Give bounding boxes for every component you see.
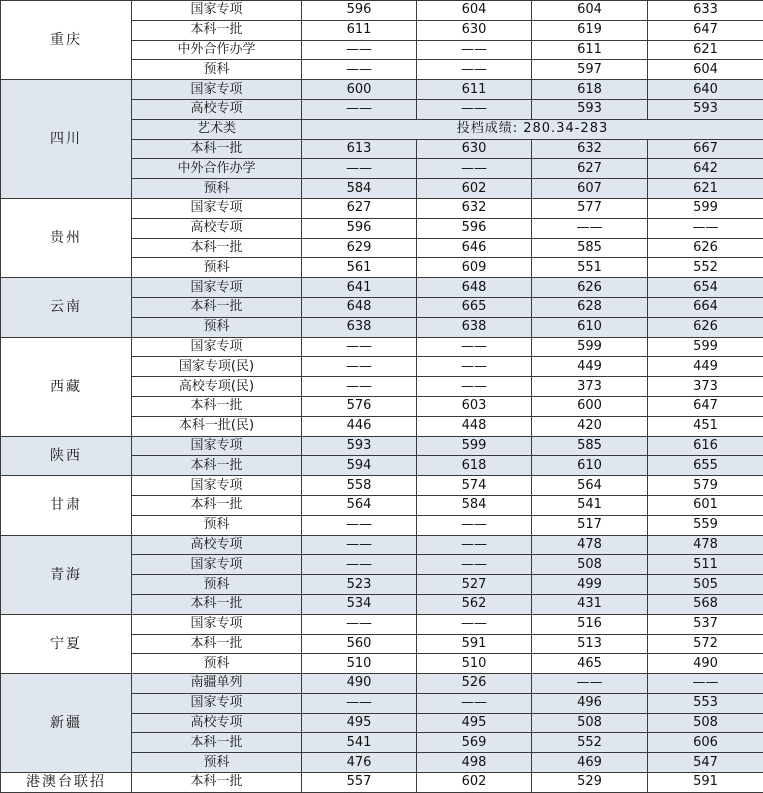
- province-cell: 贵州: [1, 198, 132, 277]
- score-cell: 513: [532, 634, 648, 654]
- score-cell: 431: [532, 594, 648, 614]
- table-row: [1, 773, 763, 793]
- score-cell: 647: [648, 20, 763, 40]
- province-cell: 西藏: [1, 337, 132, 436]
- score-cell: 647: [648, 396, 763, 416]
- score-cell: 537: [648, 614, 763, 634]
- admission-type-cell: 高校专项(民): [132, 377, 302, 397]
- admission-type-cell: 中外合作办学: [132, 159, 302, 179]
- province-cell: 新疆: [1, 674, 132, 773]
- score-cell: 576: [302, 396, 417, 416]
- admission-type-cell: 国家专项: [132, 278, 302, 298]
- score-cell: 640: [648, 80, 763, 100]
- admission-type-cell: 国家专项: [132, 198, 302, 218]
- score-cell: 618: [532, 80, 648, 100]
- score-cell: 541: [532, 495, 648, 515]
- admission-type-cell: 本科一批: [132, 634, 302, 654]
- score-cell: 508: [532, 555, 648, 575]
- score-cell: 469: [532, 753, 648, 773]
- score-cell: 490: [648, 654, 763, 674]
- score-cell: 597: [532, 60, 648, 80]
- score-cell: 626: [648, 238, 763, 258]
- score-cell: 373: [532, 377, 648, 397]
- admission-type-cell: 国家专项: [132, 337, 302, 357]
- score-cell: ——: [417, 99, 532, 119]
- score-cell: 599: [648, 198, 763, 218]
- score-cell: 654: [648, 278, 763, 298]
- merged-score-cell: 投档成绩: 280.34-283: [302, 119, 763, 139]
- score-cell: ——: [417, 357, 532, 377]
- score-cell: 511: [648, 555, 763, 575]
- province-cell: 四川: [1, 80, 132, 199]
- score-cell: 569: [417, 733, 532, 753]
- admission-type-cell: 国家专项: [132, 80, 302, 100]
- score-cell: 648: [302, 297, 417, 317]
- score-cell: 498: [417, 753, 532, 773]
- score-cell: ——: [302, 555, 417, 575]
- score-cell: ——: [417, 40, 532, 60]
- score-cell: 449: [532, 357, 648, 377]
- score-cell: 584: [417, 495, 532, 515]
- admission-type-cell: 预科: [132, 515, 302, 535]
- admission-type-cell: 预科: [132, 654, 302, 674]
- score-cell: ——: [417, 60, 532, 80]
- admission-type-cell: 本科一批: [132, 733, 302, 753]
- admission-type-cell: 南疆单列: [132, 674, 302, 694]
- admission-type-cell: 本科一批: [132, 238, 302, 258]
- score-cell: 602: [417, 773, 532, 793]
- score-cell: 621: [648, 179, 763, 199]
- score-cell: 508: [648, 713, 763, 733]
- score-cell: 593: [532, 99, 648, 119]
- score-cell: 495: [302, 713, 417, 733]
- score-cell: ——: [302, 357, 417, 377]
- admission-type-cell: 艺术类: [132, 119, 302, 139]
- score-cell: 478: [532, 535, 648, 555]
- score-cell: 627: [302, 198, 417, 218]
- admission-type-cell: 国家专项: [132, 476, 302, 496]
- score-cell: 638: [417, 317, 532, 337]
- score-cell: 607: [532, 179, 648, 199]
- admission-type-cell: 本科一批: [132, 139, 302, 159]
- score-cell: 633: [648, 1, 763, 21]
- score-cell: 632: [417, 198, 532, 218]
- score-cell: 611: [417, 80, 532, 100]
- score-cell: ——: [302, 535, 417, 555]
- score-cell: 610: [532, 317, 648, 337]
- score-cell: 594: [302, 456, 417, 476]
- admission-type-cell: 高校专项: [132, 535, 302, 555]
- score-cell: ——: [417, 337, 532, 357]
- admission-type-cell: 本科一批: [132, 594, 302, 614]
- admission-type-cell: 国家专项: [132, 614, 302, 634]
- admission-type-cell: 本科一批: [132, 20, 302, 40]
- province-cell: 港澳台联招: [1, 773, 132, 793]
- score-cell: ——: [417, 515, 532, 535]
- score-cell: 559: [648, 515, 763, 535]
- province-cell: 宁夏: [1, 614, 132, 673]
- score-cell: 641: [302, 278, 417, 298]
- score-cell: 646: [417, 238, 532, 258]
- score-cell: 609: [417, 258, 532, 278]
- admission-type-cell: 中外合作办学: [132, 40, 302, 60]
- score-cell: 420: [532, 416, 648, 436]
- score-cell: ——: [302, 159, 417, 179]
- admission-type-cell: 国家专项: [132, 555, 302, 575]
- score-cell: 618: [417, 456, 532, 476]
- table-row: [1, 278, 763, 298]
- score-cell: 541: [302, 733, 417, 753]
- score-cell: 490: [302, 674, 417, 694]
- score-cell: 629: [302, 238, 417, 258]
- admission-type-cell: 预科: [132, 575, 302, 595]
- score-cell: 610: [532, 456, 648, 476]
- score-cell: 510: [302, 654, 417, 674]
- table-row: [1, 198, 763, 218]
- admission-type-cell: 本科一批: [132, 297, 302, 317]
- score-cell: 551: [532, 258, 648, 278]
- score-cell: 591: [417, 634, 532, 654]
- admission-type-cell: 本科一批(民): [132, 416, 302, 436]
- score-cell: 505: [648, 575, 763, 595]
- score-cell: 638: [302, 317, 417, 337]
- score-cell: 626: [648, 317, 763, 337]
- score-cell: 552: [648, 258, 763, 278]
- score-cell: 626: [532, 278, 648, 298]
- province-cell: 重庆: [1, 1, 132, 80]
- score-cell: 621: [648, 40, 763, 60]
- admission-type-cell: 国家专项: [132, 436, 302, 456]
- score-cell: 564: [532, 476, 648, 496]
- score-cell: ——: [302, 337, 417, 357]
- score-cell: 600: [532, 396, 648, 416]
- score-cell: 655: [648, 456, 763, 476]
- score-cell: 627: [532, 159, 648, 179]
- table-row: [1, 674, 763, 694]
- admission-type-cell: 高校专项: [132, 218, 302, 238]
- score-cell: ——: [302, 515, 417, 535]
- score-cell: 527: [417, 575, 532, 595]
- score-cell: 585: [532, 238, 648, 258]
- score-cell: 648: [417, 278, 532, 298]
- score-cell: 547: [648, 753, 763, 773]
- score-cell: 628: [532, 297, 648, 317]
- score-cell: 593: [302, 436, 417, 456]
- admission-type-cell: 预科: [132, 317, 302, 337]
- score-cell: 585: [532, 436, 648, 456]
- score-cell: 611: [532, 40, 648, 60]
- score-cell: 593: [648, 99, 763, 119]
- table-row: [1, 614, 763, 634]
- score-cell: ——: [532, 674, 648, 694]
- score-cell: 496: [532, 693, 648, 713]
- score-cell: 561: [302, 258, 417, 278]
- score-cell: ——: [417, 159, 532, 179]
- score-cell: 574: [417, 476, 532, 496]
- score-cell: 510: [417, 654, 532, 674]
- score-cell: 642: [648, 159, 763, 179]
- score-cell: 465: [532, 654, 648, 674]
- score-cell: 451: [648, 416, 763, 436]
- admission-type-cell: 国家专项: [132, 693, 302, 713]
- score-cell: 476: [302, 753, 417, 773]
- score-cell: ——: [302, 60, 417, 80]
- score-cell: 552: [532, 733, 648, 753]
- score-cell: ——: [417, 535, 532, 555]
- table-row: [1, 80, 763, 100]
- score-cell: 606: [648, 733, 763, 753]
- score-cell: ——: [302, 614, 417, 634]
- score-cell: ——: [302, 99, 417, 119]
- score-cell: 630: [417, 20, 532, 40]
- score-cell: 601: [648, 495, 763, 515]
- score-cell: 516: [532, 614, 648, 634]
- table-row: [1, 476, 763, 496]
- score-cell: 664: [648, 297, 763, 317]
- score-cell: 596: [302, 218, 417, 238]
- score-cell: 526: [417, 674, 532, 694]
- score-cell: 499: [532, 575, 648, 595]
- score-cell: 517: [532, 515, 648, 535]
- score-cell: 508: [532, 713, 648, 733]
- score-cell: 568: [648, 594, 763, 614]
- score-cell: 572: [648, 634, 763, 654]
- score-cell: 584: [302, 179, 417, 199]
- score-cell: 611: [302, 20, 417, 40]
- admission-type-cell: 本科一批: [132, 773, 302, 793]
- table-row: [1, 436, 763, 456]
- score-cell: ——: [417, 693, 532, 713]
- score-cell: 616: [648, 436, 763, 456]
- score-cell: ——: [417, 614, 532, 634]
- table-body: [1, 1, 763, 793]
- score-cell: 579: [648, 476, 763, 496]
- score-cell: 560: [302, 634, 417, 654]
- score-cell: 619: [532, 20, 648, 40]
- admission-type-cell: 预科: [132, 179, 302, 199]
- province-cell: 甘肃: [1, 476, 132, 535]
- score-cell: 599: [648, 337, 763, 357]
- score-cell: 448: [417, 416, 532, 436]
- admission-type-cell: 高校专项: [132, 99, 302, 119]
- admission-type-cell: 国家专项: [132, 1, 302, 21]
- score-cell: ——: [302, 40, 417, 60]
- score-cell: 604: [532, 1, 648, 21]
- score-cell: ——: [532, 218, 648, 238]
- score-cell: 630: [417, 139, 532, 159]
- score-cell: 599: [532, 337, 648, 357]
- score-cell: 577: [532, 198, 648, 218]
- score-cell: 591: [648, 773, 763, 793]
- admission-type-cell: 国家专项(民): [132, 357, 302, 377]
- score-cell: 557: [302, 773, 417, 793]
- score-cell: 523: [302, 575, 417, 595]
- score-cell: 564: [302, 495, 417, 515]
- score-cell: 562: [417, 594, 532, 614]
- admission-type-cell: 本科一批: [132, 456, 302, 476]
- score-cell: ——: [417, 377, 532, 397]
- table-row: [1, 1, 763, 21]
- score-cell: 553: [648, 693, 763, 713]
- score-cell: 667: [648, 139, 763, 159]
- score-cell: 558: [302, 476, 417, 496]
- score-cell: 613: [302, 139, 417, 159]
- admission-type-cell: 预科: [132, 258, 302, 278]
- score-cell: 449: [648, 357, 763, 377]
- province-cell: 云南: [1, 278, 132, 337]
- score-cell: 600: [302, 80, 417, 100]
- score-cell: 599: [417, 436, 532, 456]
- score-cell: 596: [417, 218, 532, 238]
- province-cell: 陕西: [1, 436, 132, 476]
- table-row: [1, 337, 763, 357]
- admission-type-cell: 预科: [132, 60, 302, 80]
- score-cell: 373: [648, 377, 763, 397]
- score-cell: 596: [302, 1, 417, 21]
- admission-type-cell: 预科: [132, 753, 302, 773]
- score-cell: 495: [417, 713, 532, 733]
- score-cell: ——: [417, 555, 532, 575]
- score-cell: 665: [417, 297, 532, 317]
- score-cell: 534: [302, 594, 417, 614]
- score-cell: 604: [648, 60, 763, 80]
- score-cell: 602: [417, 179, 532, 199]
- admission-type-cell: 本科一批: [132, 495, 302, 515]
- table-row: [1, 535, 763, 555]
- province-cell: 青海: [1, 535, 132, 614]
- score-cell: 446: [302, 416, 417, 436]
- score-cell: ——: [648, 674, 763, 694]
- score-cell: ——: [302, 377, 417, 397]
- score-cell: 604: [417, 1, 532, 21]
- score-cell: ——: [648, 218, 763, 238]
- score-cell: 632: [532, 139, 648, 159]
- admission-type-cell: 本科一批: [132, 396, 302, 416]
- score-cell: 529: [532, 773, 648, 793]
- score-cell: 478: [648, 535, 763, 555]
- score-cell: 603: [417, 396, 532, 416]
- score-cell: ——: [302, 693, 417, 713]
- admission-type-cell: 高校专项: [132, 713, 302, 733]
